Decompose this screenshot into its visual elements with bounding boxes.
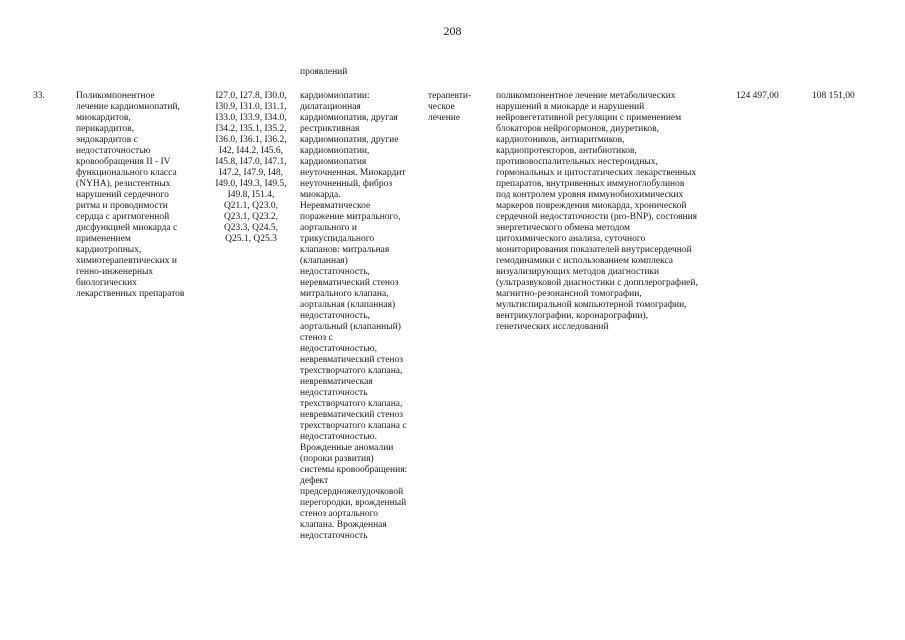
cost-value-1: 124 497,00 [736,91,779,101]
patient-model: кардиомиопатии: дилатационная кардиомиопатия, другая рестриктивная кардиомиопатия, другие кардиомиопатии, кардиомиопатия неуточненная. Миокардит неуточненный, фиброз миокарда. Неревматическое поражение митрального, аортального и трикуспидального клапанов: митральная (клапанная) недостаточность, неревматический стеноз митрального клапана, аортальная (клапанная) недостаточность, аортальный (клапанный) стеноз с недостаточностью, невревматический стеноз трехстворчатого клапана, невревматическая недостаточность трехстворчатого клапана, невревматический стеноз трехстворчатого клапана с недостаточностью. Врожденные аномалии (пороки развития) системы кровообращения: дефект предсердножелудочковой перегородки, врожденный стеноз аортального клапана. Врожденная недостаточность [300,91,408,541]
treatment-method: поликомпонентное лечение метаболических нарушений в миокарде и нарушений нейровегетативной регуляции с применением блокаторов нейрогормонов, диуретиков, кардиотоников, антиаритмиков, кардиопротекторов, антибиотиков, противовоспалительных нестероидных, гормональных и цитостатических лекарственных препаратов, внутривенных иммуноглобулинов под контролем уровня иммунобиохимических маркеров повреждения миокарда, хронической сердечной недостаточности (pro-BNP), состояния энергетического обмена методом цитохимического анализа, суточного мониторирования показателей внутрисердечной гемодинамики с использованием комплекса визуализирующих методов диагностики (ультразвуковой диагностики с допплерографией, магнитно-резонансной томографии, мультиспиральной компьютерной томографии, вентрикулографии, коронарографии), генетических исследований [496,91,698,332]
icd-codes: I27.0, I27.8, I30.0, I30.9, I31.0, I31.1, I33.0, I33.9, I34.0, I34.2, I35.1, I35.2, I36.0, I36.1, I36.2, I42, I44.2, I45.6, I45.8, I47.0, I47.1, I47.2, I47.9, I48, I49.0, I49.3, I49.5, I49.8, I51.4, Q21.1, Q23.0, Q23.1, Q23.2, Q23.3, Q24.5, Q25.1, Q25.3 [215,91,287,244]
row-number: 33. [33,91,45,101]
treatment-name: Поликомпонентное лечение кардиомиопатий, миокардитов, перикардитов, эндокардитов с недостаточностью кровообращения II - IV функционального класса (NYHA), резистентных нарушений сердечного ритма и проводимости сердца с аритмогенной дисфункцией миокарда с применением кардиотропных, химиотерапевтических и генно-инженерных биологических лекарственных препаратов [76,91,185,299]
treatment-type: терапевти- ческое лечение [428,91,472,123]
cost-value-2: 108 151,00 [812,91,855,101]
page-number: 208 [443,24,462,38]
continuation-text: проявлений [300,67,348,77]
table-row [0,91,905,611]
